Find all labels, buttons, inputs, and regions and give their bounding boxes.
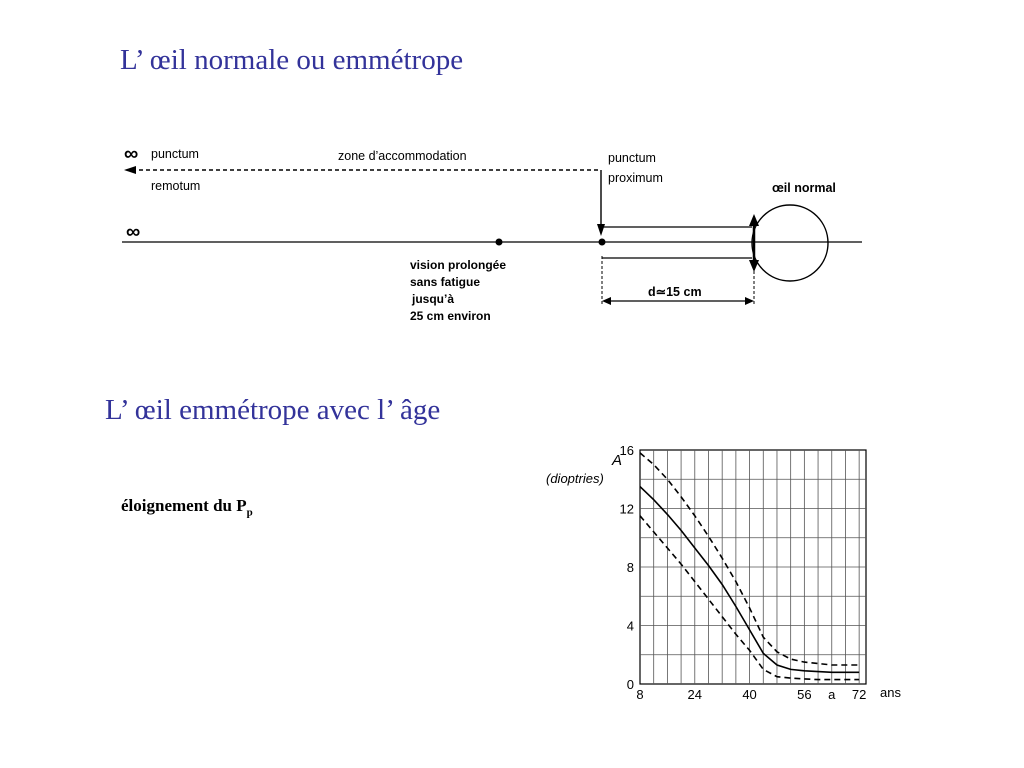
label-punctum-proximum-2: proximum xyxy=(608,171,663,185)
caption-text: éloignement du P xyxy=(121,496,247,515)
label-vision-note-1: vision prolongée xyxy=(410,258,507,272)
label-zone-accommodation: zone d’accommodation xyxy=(338,149,467,163)
y-tick-label: 8 xyxy=(626,560,634,575)
chart-ticks xyxy=(620,443,867,702)
x-tick-label: 8 xyxy=(636,687,644,702)
y-tick-label: 0 xyxy=(626,677,634,692)
chart-ylabel: A xyxy=(612,452,623,469)
label-vision-note-4: 25 cm environ xyxy=(410,309,491,323)
x-tick-label: 40 xyxy=(742,687,757,702)
infinity-symbol-top: ∞ xyxy=(124,143,139,165)
y-tick-label: 16 xyxy=(619,443,634,458)
x-tick-label: a xyxy=(828,687,836,702)
title-eye-age: L’ œil emmétrope avec l’ âge xyxy=(105,394,441,426)
chart-grid xyxy=(640,450,866,684)
chart-xlabel: ans xyxy=(880,685,901,700)
x-tick-label: 72 xyxy=(851,687,867,702)
label-distance: d≃15 cm xyxy=(648,285,702,299)
label-punctum-remotum-2: remotum xyxy=(151,179,201,193)
label-eye-normal: œil normal xyxy=(772,181,836,195)
y-tick-label: 4 xyxy=(626,618,634,634)
y-tick-label: 12 xyxy=(619,501,634,517)
x-tick-label: 24 xyxy=(687,687,703,702)
label-punctum-remotum-1: punctum xyxy=(151,147,199,161)
infinity-symbol-axis: ∞ xyxy=(126,221,141,243)
label-vision-note-2: sans fatigue xyxy=(410,275,481,289)
title-eye-normal: L’ œil normale ou emmétrope xyxy=(120,44,464,76)
label-punctum-proximum-1: punctum xyxy=(608,151,656,165)
caption-subscript: p xyxy=(246,506,253,519)
label-vision-note-3: jusqu’à xyxy=(412,292,455,306)
x-tick-label: 56 xyxy=(797,687,812,702)
chart-ylabel-unit: (dioptries) xyxy=(546,471,604,486)
